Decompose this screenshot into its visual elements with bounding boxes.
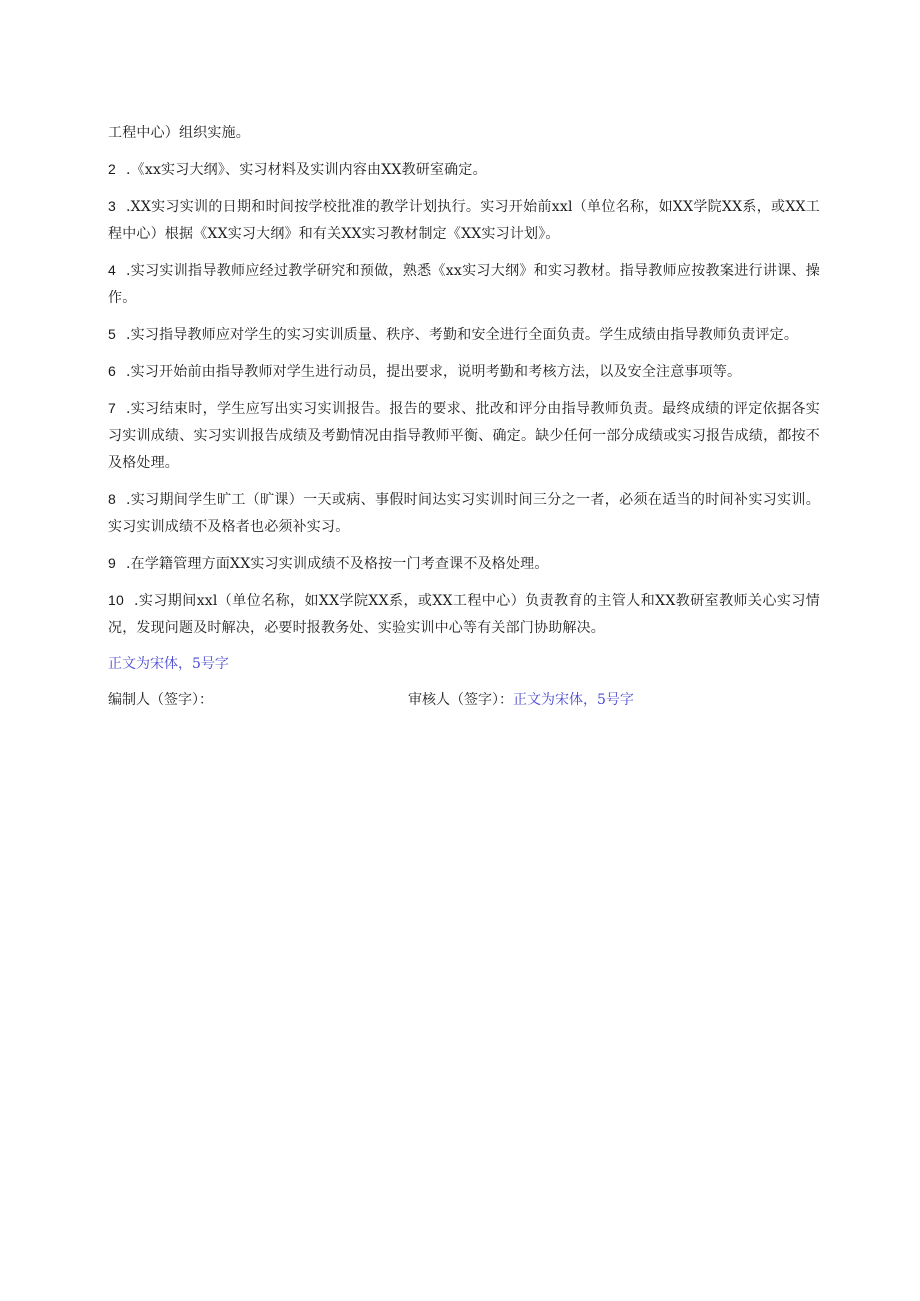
- item-number: 9: [108, 555, 116, 571]
- paragraph-text: .实习开始前由指导教师对学生进行动员，提出要求，说明考勤和考核方法，以及安全注意事项等。: [126, 364, 742, 380]
- reviewer-signature-group: [408, 687, 634, 714]
- paragraph-item-10: [108, 587, 820, 642]
- reviewer-signature-label: 审核人（签字）：: [408, 692, 513, 708]
- item-number: 4: [108, 262, 116, 278]
- paragraph-item-3: [108, 193, 820, 248]
- paragraph-text: .XX实习实训的日期和时间按学校批准的教学计划执行。实习开始前xxl（单位名称，如XX学院XX系，或XX工程中心）根据《XX实习大纲》和有关XX实习教材制定《XX实习计划》。: [108, 199, 820, 242]
- paragraph-item-5: [108, 321, 820, 349]
- paragraph-item-4: [108, 257, 820, 312]
- reviewer-format-note: 正文为宋体，5号字: [513, 692, 634, 708]
- paragraph-text: 工程中心）组织实施。: [108, 125, 250, 141]
- paragraph-item-6: [108, 358, 820, 386]
- paragraph-item-9: [108, 550, 820, 578]
- document-body: [108, 120, 820, 714]
- paragraph-text: .在学籍管理方面XX实习实训成绩不及格按一门考查课不及格处理。: [126, 556, 549, 572]
- item-number: 8: [108, 491, 116, 507]
- paragraph-item-8: [108, 486, 820, 541]
- item-number: 2: [108, 161, 116, 177]
- paragraph-text: .实习结束时，学生应写出实习实训报告。报告的要求、批改和评分由指导教师负责。最终成绩的评定依据各实习实训成绩、实习实训报告成绩及考勤情况由指导教师平衡、确定。缺少任何一部分成绩或实习报告成绩，都按不及格处理。: [108, 401, 820, 471]
- format-note: 正文为宋体，5号字: [108, 656, 229, 672]
- paragraph-item-7: [108, 395, 820, 477]
- item-number: 7: [108, 400, 116, 416]
- item-number: 10: [108, 592, 124, 608]
- item-number: 6: [108, 363, 116, 379]
- paragraph-item-2: [108, 156, 820, 184]
- paragraph-continuation: [108, 120, 820, 147]
- paragraph-text: .实习期间xxl（单位名称，如XX学院XX系，或XX工程中心）负责教育的主管人和XX教研室教师关心实习情况，发现问题及时解决，必要时报教务处、实验实训中心等有关部门协助解决。: [108, 593, 820, 636]
- author-signature-label: 编制人（签字）：: [108, 692, 213, 708]
- item-number: 3: [108, 198, 116, 214]
- paragraph-text: .实习指导教师应对学生的实习实训质量、秩序、考勤和安全进行全面负责。学生成绩由指导教师负责评定。: [126, 327, 799, 343]
- paragraph-text: .实习实训指导教师应经过教学研究和预做，熟悉《xx实习大纲》和实习教材。指导教师应按教案进行讲课、操作。: [108, 263, 820, 306]
- paragraph-text: .实习期间学生旷工（旷课）一天或病、事假时间达实习实训时间三分之一者，必须在适当的时间补实习实训。实习实训成绩不及格者也必须补实习。: [108, 492, 820, 535]
- item-number: 5: [108, 326, 116, 342]
- paragraph-text: .《xx实习大纲》、实习材料及实训内容由XX教研室确定。: [126, 162, 487, 178]
- signature-row: [108, 687, 820, 714]
